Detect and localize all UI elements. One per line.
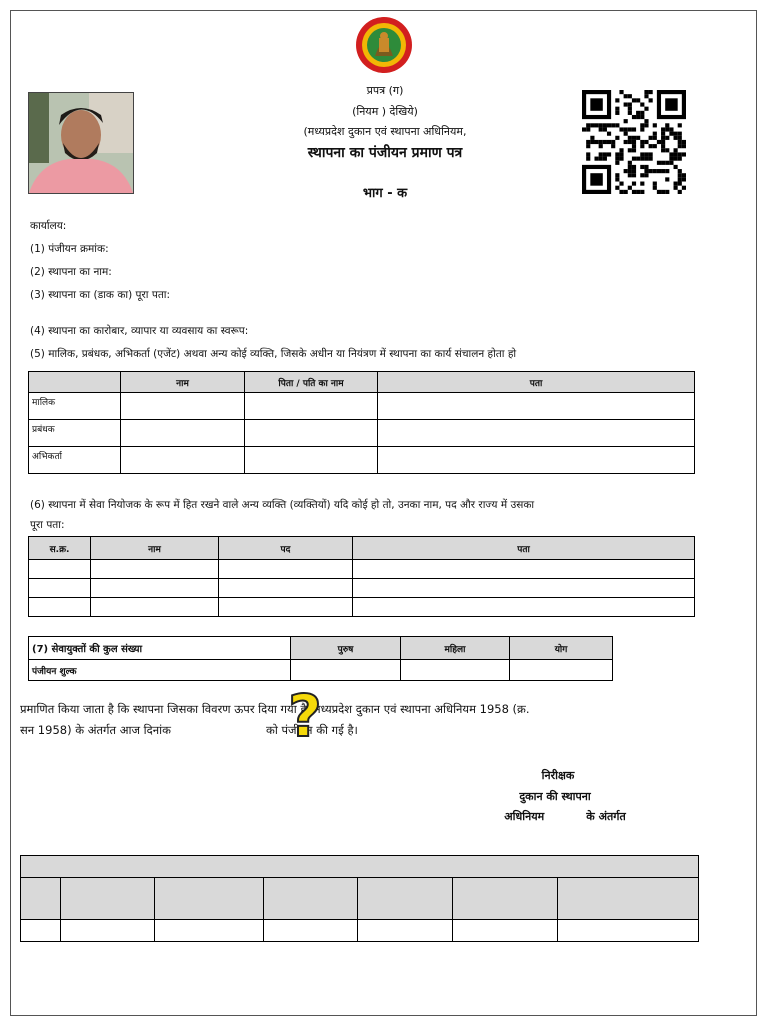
table-header: पता — [378, 372, 695, 393]
table-header: पता — [353, 537, 695, 560]
bottom-table-title-bar — [21, 856, 699, 878]
table-header: नाम — [121, 372, 245, 393]
table-header — [61, 878, 155, 920]
persons-table — [28, 371, 695, 474]
table-header: पद — [219, 537, 353, 560]
table-header: पुरुष — [291, 637, 401, 660]
inspector-title: निरीक्षक — [541, 769, 575, 782]
table-header: महिला — [401, 637, 510, 660]
act-reference: (मध्यप्रदेश दुकान एवं स्थापना अधिनियम, — [303, 125, 467, 138]
establishment-name-label: (2) स्थापना का नाम: — [30, 266, 112, 278]
employee-count-label: (7) सेवायुक्तों की कुल संख्या — [29, 637, 291, 660]
table-header: पिता / पति का नाम — [245, 372, 378, 393]
signature-line3: अधिनियम के अंतर्गत — [504, 810, 626, 823]
persons-in-charge-label: (5) मालिक, प्रबंधक, अभिकर्ता (एजेंट) अथवा अन्य कोई व्यक्ति, जिसके अधीन या नियंत्रण में स्थापना का कार्य संचालन होता हो — [30, 348, 517, 360]
business-nature-label: (4) स्थापना का कारोबार, व्यापार या व्यवसाय का स्वरूप: — [30, 325, 249, 337]
applicant-photo — [28, 92, 134, 194]
table-header — [21, 878, 61, 920]
establishment-address-label: (3) स्थापना का (डाक का) पूरा पता: — [30, 289, 171, 301]
table-row — [21, 920, 699, 942]
table-header — [558, 878, 699, 920]
table-header: स.क्र. — [29, 537, 91, 560]
row-label-manager: प्रबंधक — [29, 420, 121, 447]
state-emblem-icon — [351, 16, 417, 74]
table-header — [358, 878, 453, 920]
table-row — [29, 579, 695, 598]
bottom-table — [20, 855, 699, 942]
registration-number-label: (1) पंजीयन क्रमांक: — [30, 243, 109, 255]
table-row — [29, 447, 695, 474]
table-header — [155, 878, 264, 920]
table-header: नाम — [91, 537, 219, 560]
certificate-line2: सन 1958) के अंतर्गत आज दिनांक को पंजीयन की गई है। — [20, 723, 358, 737]
row-label-agent: अभिकर्ता — [29, 447, 121, 474]
table-row — [29, 660, 613, 681]
section6-line2: पूरा पता: — [30, 519, 65, 531]
table-header — [29, 372, 121, 393]
page-title: स्थापना का पंजीयन प्रमाण पत्र — [307, 145, 463, 161]
signature-line2: दुकान की स्थापना — [519, 790, 591, 803]
form-number: प्रपत्र (ग) — [366, 84, 404, 97]
table-header: योग — [510, 637, 613, 660]
table-row — [29, 420, 695, 447]
rule-reference: (नियम ) देखिये) — [352, 105, 418, 118]
table-header — [453, 878, 558, 920]
table-row — [29, 560, 695, 579]
employee-count-table — [28, 636, 613, 681]
part-heading: भाग - क — [362, 186, 408, 201]
table-header — [264, 878, 358, 920]
question-mark-icon — [285, 684, 325, 744]
certificate-line1: प्रमाणित किया जाता है कि स्थापना जिसका विवरण ऊपर दिया गया है, मध्यप्रदेश दुकान एवं स्थापना अधिनियम 1958 (क्र. — [20, 702, 530, 716]
registration-fee-label: पंजीयन शुल्क — [29, 660, 291, 681]
qr-code — [582, 90, 690, 194]
table-row — [29, 598, 695, 617]
svg-text:?: ? — [288, 684, 322, 744]
row-label-owner: मालिक — [29, 393, 121, 420]
table-row — [29, 393, 695, 420]
office-label: कार्यालय: — [30, 220, 67, 232]
employer-interest-table — [28, 536, 695, 617]
section6-line1: (6) स्थापना में सेवा नियोजक के रूप में हित रखने वाले अन्य व्यक्ति (व्यक्तियों) यदि कोई हो तो, उनका नाम, पद और राज्य में उसका — [30, 499, 535, 511]
